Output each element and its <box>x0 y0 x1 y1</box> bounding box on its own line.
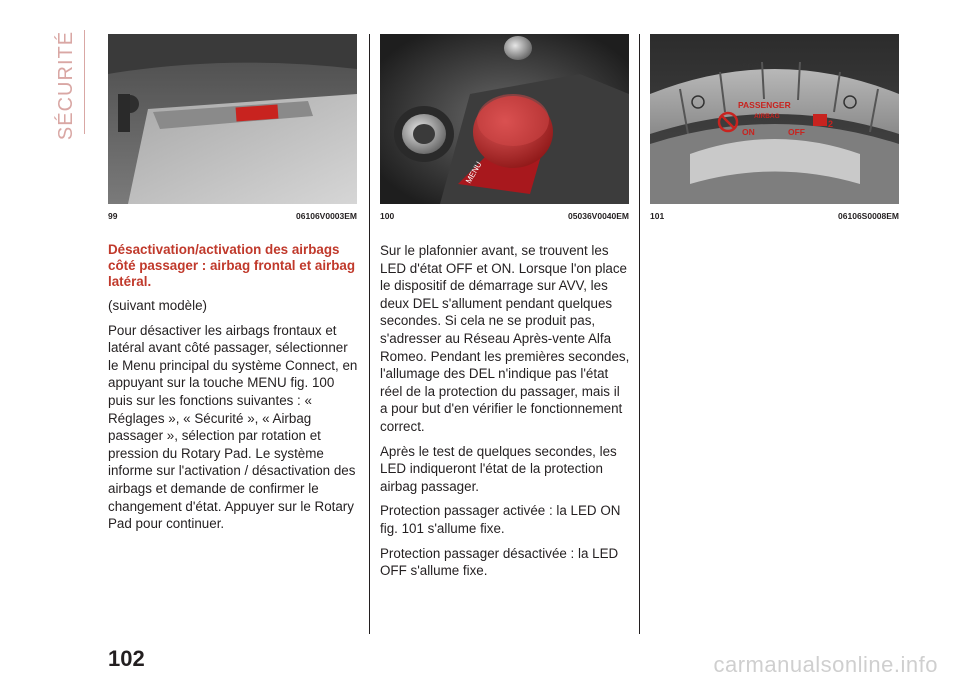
figure-code: 06106S0008EM <box>838 211 899 221</box>
led-off-label: OFF <box>788 127 805 137</box>
svg-text:2: 2 <box>828 119 834 129</box>
seat-airbag-icon <box>813 114 827 126</box>
paragraph: Sur le plafonnier avant, se trouvent les LED d'état OFF et ON. Lorsque l'on place le dispositif de démarrage sur AVV, les deux DEL s'allument pendant quelques secondes. Si cela ne se produit pas, s'adresser au Réseau Après-vente Alfa Romeo. Pendant les premières secondes, l'allumage des DEL n'indique pas l'état réel de la protection du passager, mais il a pour but d'en vérifier le fonctionnement correct. <box>380 243 630 434</box>
figure-number: 99 <box>108 211 118 221</box>
column-divider <box>369 34 370 634</box>
paragraph: Protection passager activée : la LED ON fig. 101 s'allume fixe. <box>380 503 621 536</box>
figure-99-caption <box>108 211 357 223</box>
figure-99-sun-visor <box>108 34 357 204</box>
paragraph: Pour désactiver les airbags frontaux et latéral avant côté passager, sélectionner le Menu principal du système Connect, en appuyant sur la touche MENU fig. 100 puis sur les fonctions suivantes : « Réglages », « Sécurité », « Airbag passager », sélection par rotation et pression du Rotary Pad. Le système informe sur l'activation / désactivation des airbags et demande de confirmer le changement d'état. Appuyer sur le Rotary Pad pour continuer. <box>108 322 358 532</box>
text-column-2 <box>380 242 630 587</box>
figure-101-caption <box>650 211 899 223</box>
figure-code: 06106V0003EM <box>296 211 357 221</box>
airbag-label: AIRBAG <box>754 113 780 120</box>
section-tab-rule <box>84 30 85 134</box>
led-on-label: ON <box>742 127 755 137</box>
watermark: carmanualsonline.info <box>713 652 938 677</box>
page-number: 102 <box>108 646 145 671</box>
column-divider <box>639 34 640 634</box>
figure-101-airbag-leds <box>650 34 899 204</box>
figure-number: 100 <box>380 211 395 221</box>
section-tab-label: SÉCURITÉ <box>55 30 78 140</box>
section-heading: Désactivation/activation des airbags côté passager : airbag frontal et airbag latéral. <box>108 242 356 289</box>
text-column-1 <box>108 242 358 540</box>
paragraph: Après le test de quelques secondes, les LED indiqueront l'état de la protection airbag passager. <box>380 443 617 494</box>
section-tab <box>52 30 82 140</box>
paragraph: (suivant modèle) <box>108 298 207 313</box>
figure-number: 101 <box>650 211 665 221</box>
passenger-label: PASSENGER <box>738 100 791 110</box>
menu-key-label: MENU <box>463 160 484 185</box>
figure-100-rotary-pad <box>380 34 629 204</box>
figure-code: 05036V0040EM <box>568 211 629 221</box>
figure-100-caption <box>380 211 629 223</box>
sos-label: SOS <box>742 62 759 71</box>
warning-label-icon <box>236 105 279 122</box>
paragraph: Protection passager désactivée : la LED OFF s'allume fixe. <box>380 545 619 579</box>
